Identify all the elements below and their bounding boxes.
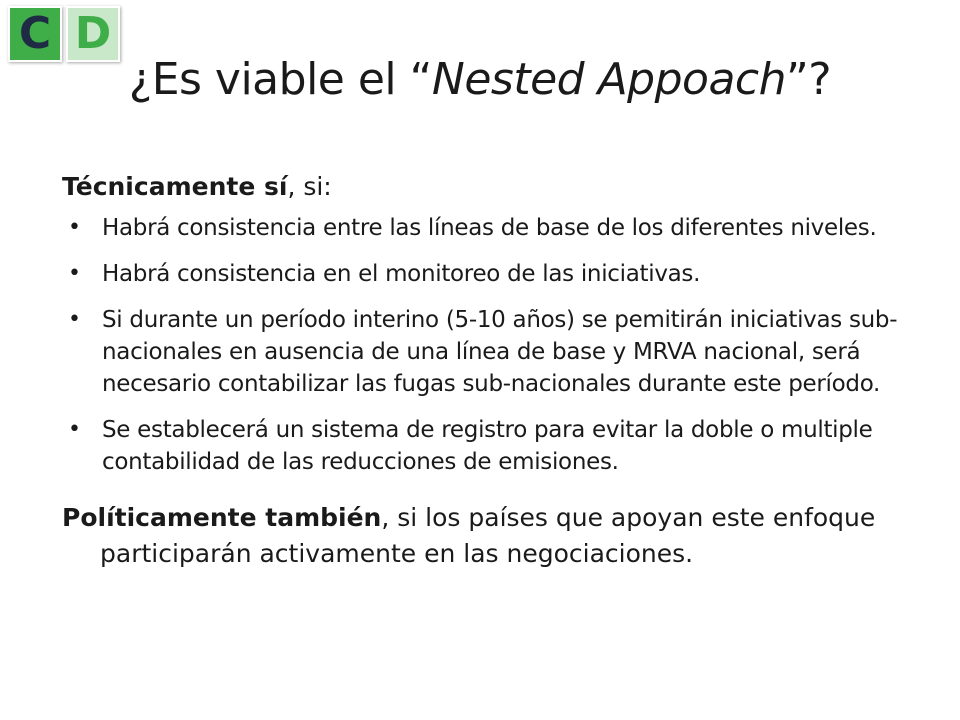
bullet-text: Habrá consistencia entre las líneas de base de los diferentes niveles. [102, 215, 877, 241]
list-item [62, 304, 922, 400]
technical-bold: Técnicamente sí [62, 172, 288, 201]
logo-d-tile: D [66, 6, 120, 62]
bullet-icon: • [68, 417, 81, 442]
bullet-list [62, 212, 922, 478]
bullet-icon: • [68, 307, 81, 332]
list-item [62, 212, 922, 244]
title-prefix: ¿Es viable el “ [128, 54, 432, 105]
title-suffix: ”? [786, 54, 832, 105]
logo [8, 6, 120, 60]
bullet-text: Si durante un período interino (5-10 años) se pemitirán iniciativas sub-nacionales en ausencia de una línea de base y MRVA nacional, será necesario contabilizar las fugas sub-nacionales durante este período. [102, 307, 898, 397]
slide-title [0, 54, 960, 105]
list-item [62, 414, 922, 478]
political-rest: , si los países que apoyan este enfoque participarán activamente en las negociaciones. [100, 503, 876, 568]
bullet-icon: • [68, 215, 81, 240]
logo-c-tile: C [8, 6, 62, 62]
bullet-text: Habrá consistencia en el monitoreo de las iniciativas. [102, 261, 701, 287]
slide-body [62, 172, 922, 572]
section-technical-heading [62, 172, 922, 202]
technical-rest: , si: [287, 172, 332, 201]
bullet-text: Se establecerá un sistema de registro para evitar la doble o multiple contabilidad de las reducciones de emisiones. [102, 417, 873, 475]
title-italic: Nested Appoach [431, 54, 786, 105]
list-item [62, 258, 922, 290]
bullet-icon: • [68, 261, 81, 286]
political-bold: Políticamente también [62, 503, 382, 532]
section-political [62, 500, 922, 572]
